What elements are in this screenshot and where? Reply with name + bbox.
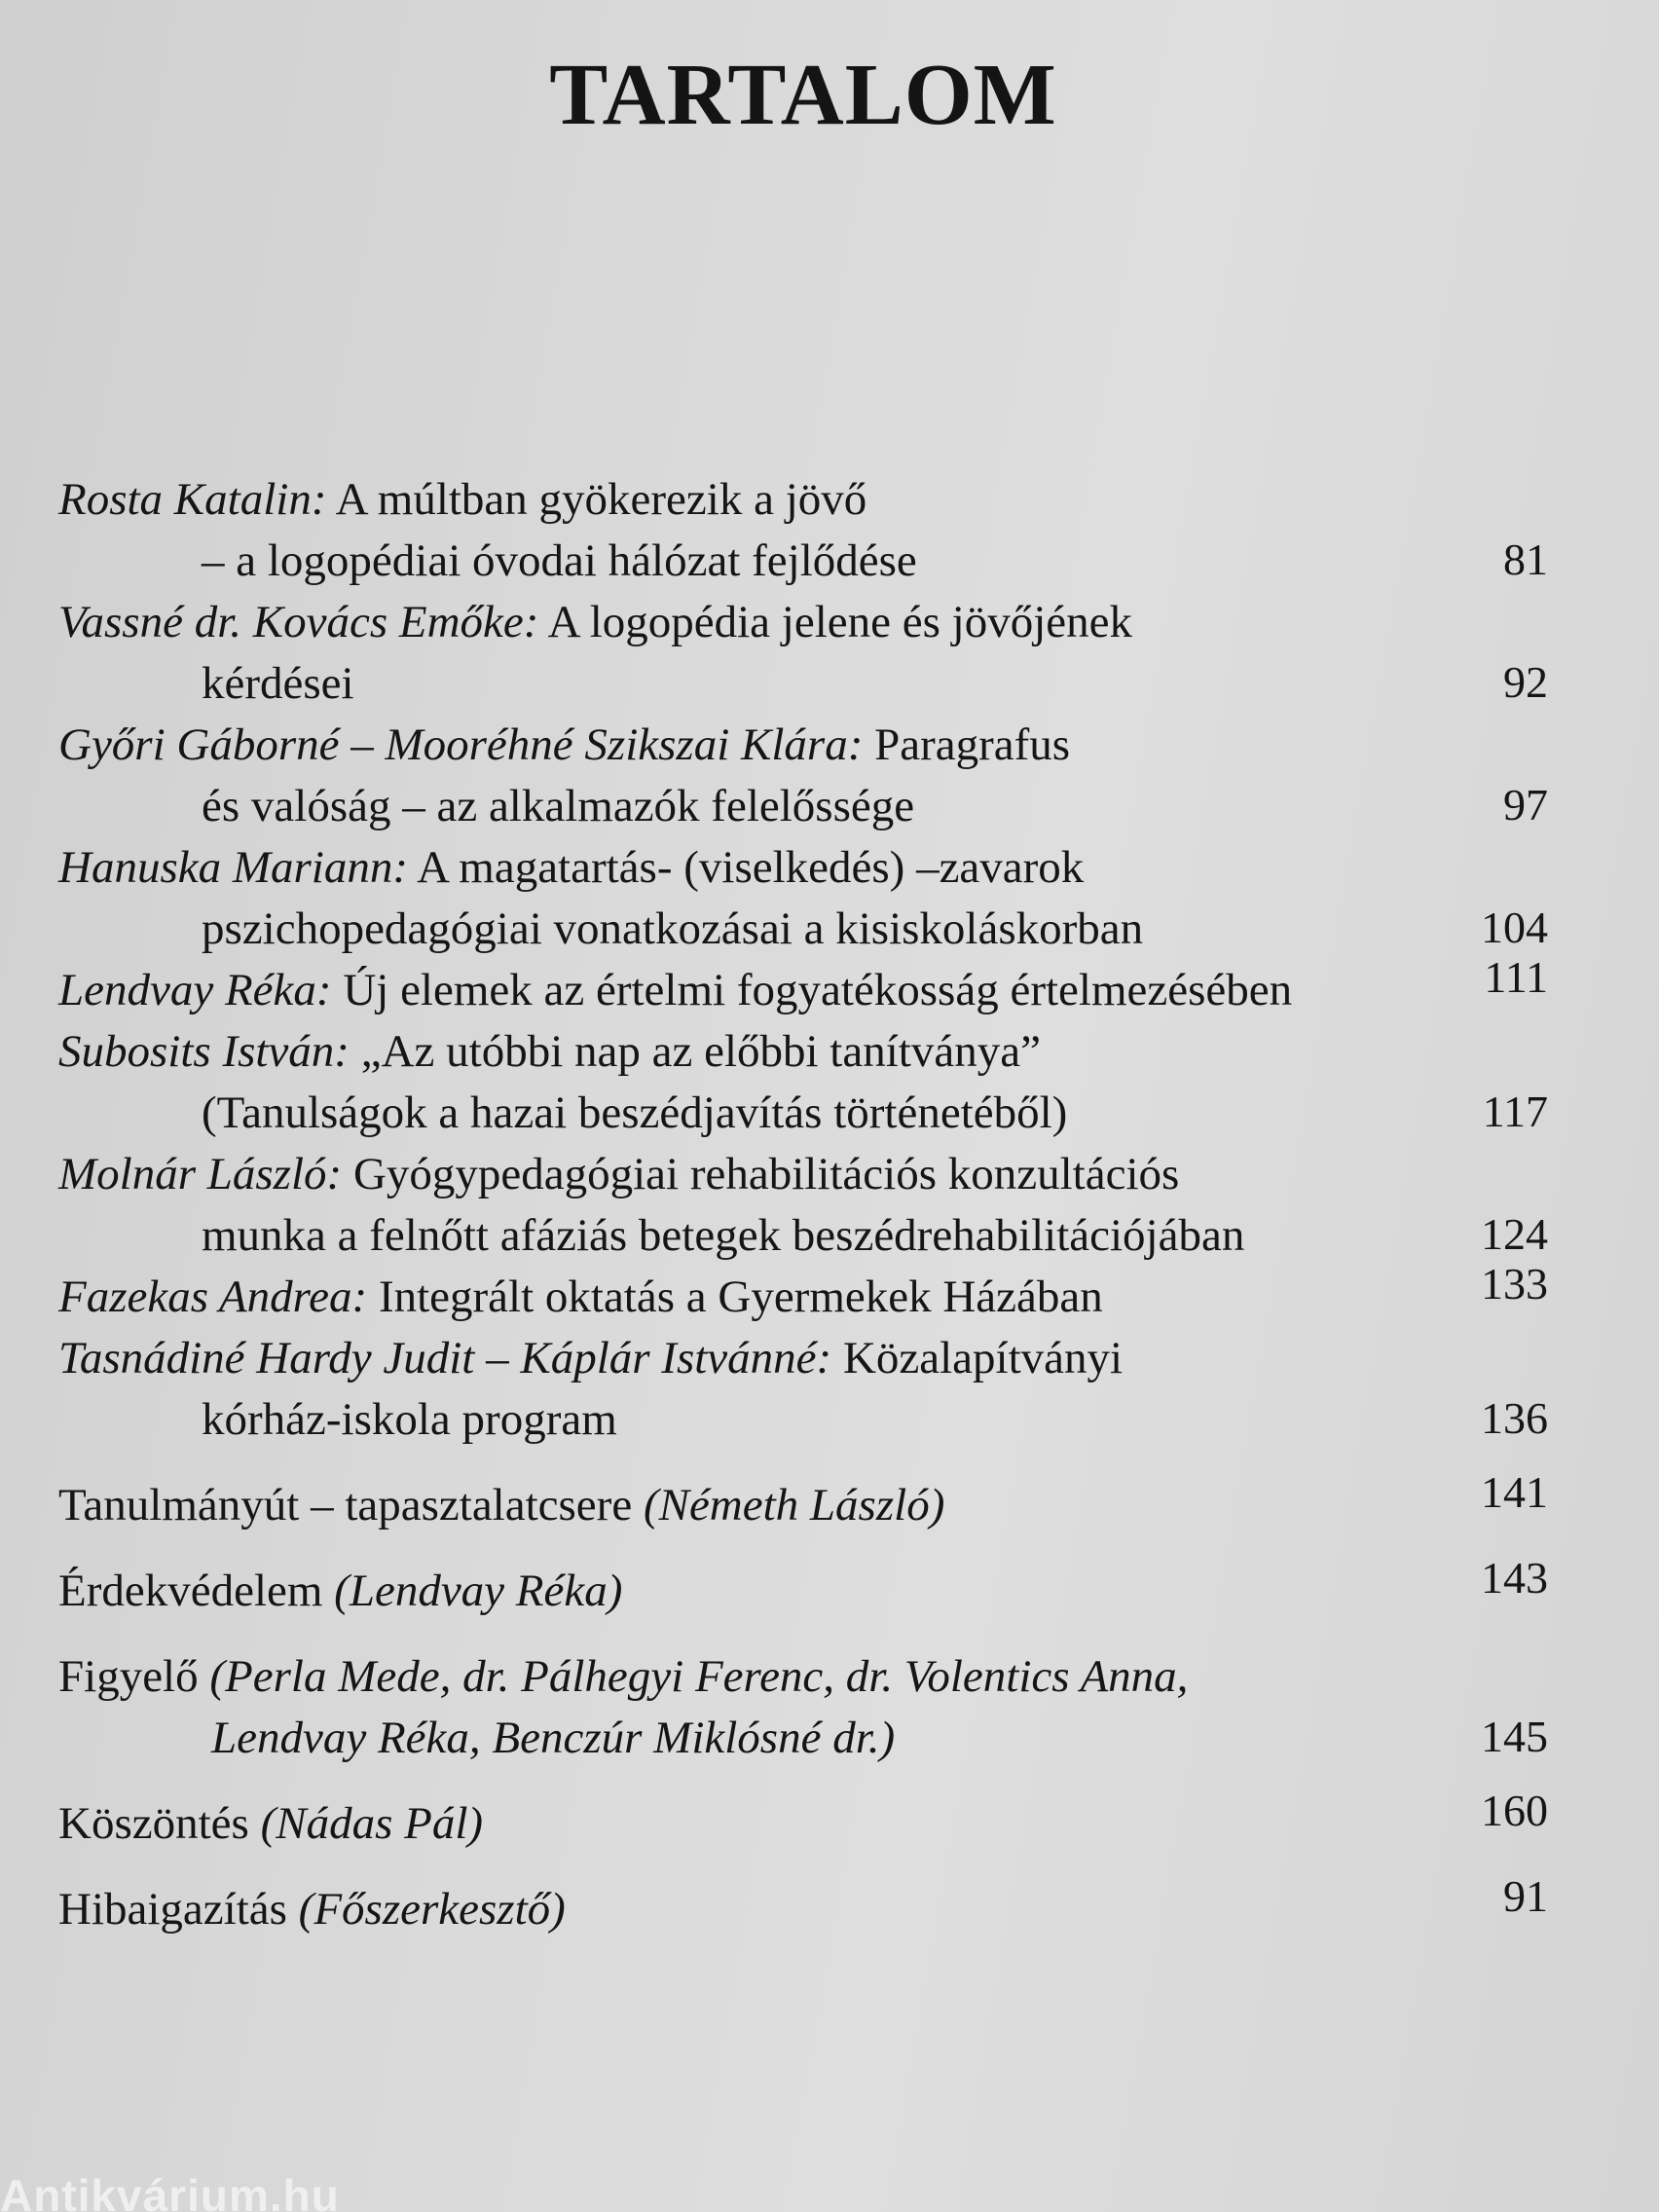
- entry-author: Lendvay Réka:: [58, 965, 332, 1015]
- entry-title: Integrált oktatás a Gyermekek Házában: [378, 1272, 1103, 1322]
- watermark: Antikvárium.hu: [0, 2170, 340, 2212]
- section-credit: (Főszerkesztő): [298, 1884, 566, 1935]
- entry-title-continuation: kérdései: [202, 658, 354, 709]
- section-label: Köszöntés: [58, 1798, 249, 1849]
- toc-entry: [58, 715, 1577, 837]
- section-credit-continuation: Lendvay Réka, Benczúr Miklósné dr.): [211, 1713, 896, 1763]
- section-page-number: 91: [1503, 1871, 1548, 1921]
- entry-title-continuation: pszichopedagógiai vonatkozásai a kisiskoláskorban: [202, 903, 1144, 954]
- entry-title-continuation: munka a felnőtt afáziás betegek beszédrehabilitációjában: [202, 1210, 1245, 1261]
- entry-title: Paragrafus: [874, 719, 1071, 770]
- toc-entry: [58, 469, 1577, 592]
- entry-author: Subosits István:: [58, 1026, 350, 1077]
- entry-title-continuation: és valóság – az alkalmazók felelőssége: [202, 781, 915, 831]
- toc-entry: [58, 1144, 1577, 1267]
- entry-page-number: 133: [1481, 1259, 1548, 1309]
- entry-author: Vassné dr. Kovács Emőke:: [58, 597, 539, 647]
- entry-title: Új elemek az értelmi fogyatékosság értelmezésében: [343, 965, 1293, 1015]
- section-credit: (Lendvay Réka): [334, 1566, 623, 1616]
- section-label: Hibaigazítás: [58, 1884, 287, 1935]
- section-page-number: 145: [1481, 1712, 1548, 1761]
- toc-section: [58, 1553, 1577, 1622]
- entry-title: A logopédia jelene és jövőjének: [547, 597, 1132, 647]
- section-credit: (Nádas Pál): [260, 1798, 484, 1849]
- entry-title-continuation: – a logopédiai óvodai hálózat fejlődése: [202, 535, 917, 586]
- entry-page-number: 117: [1482, 1087, 1548, 1136]
- entry-page-number: 92: [1503, 657, 1548, 707]
- entry-title-continuation: (Tanulságok a hazai beszédjavítás történetéből): [202, 1088, 1068, 1138]
- toc-section: [58, 1646, 1577, 1769]
- table-of-contents: [58, 469, 1577, 1940]
- entry-page-number: 81: [1503, 535, 1548, 584]
- entry-author: Rosta Katalin:: [58, 474, 327, 525]
- entry-author: Tasnádiné Hardy Judit – Káplár Istvánné:: [58, 1333, 832, 1383]
- section-credit: (Perla Mede, dr. Pálhegyi Ferenc, dr. Volentics Anna,: [209, 1651, 1189, 1702]
- toc-entry: [58, 1328, 1577, 1451]
- toc-entry: [58, 837, 1577, 960]
- section-credit: (Németh László): [643, 1480, 945, 1530]
- section-page-number: 141: [1481, 1467, 1548, 1517]
- entry-title: „Az utóbbi nap az előbbi tanítványa”: [360, 1026, 1041, 1077]
- section-label: Figyelő: [58, 1651, 199, 1702]
- section-page-number: 143: [1481, 1553, 1548, 1603]
- toc-entry: [58, 1259, 1577, 1328]
- entry-title: A múltban gyökerezik a jövő: [335, 474, 867, 525]
- section-label: Érdekvédelem: [58, 1566, 323, 1616]
- section-page-number: 160: [1481, 1786, 1548, 1835]
- toc-entry: [58, 1021, 1577, 1144]
- toc-section: [58, 1871, 1577, 1940]
- toc-section: [58, 1786, 1577, 1855]
- entry-author: Fazekas Andrea:: [58, 1272, 368, 1322]
- entry-author: Hanuska Mariann:: [58, 842, 408, 893]
- entry-title: Közalapítványi: [842, 1333, 1124, 1383]
- entry-page-number: 104: [1481, 903, 1548, 952]
- toc-section: [58, 1467, 1577, 1536]
- section-label: Tanulmányút – tapasztalatcsere: [58, 1480, 633, 1530]
- entry-title: Gyógypedagógiai rehabilitációs konzultációs: [352, 1149, 1180, 1199]
- entry-title: A magatartás- (viselkedés) –zavarok: [417, 842, 1085, 893]
- toc-entry: [58, 952, 1577, 1021]
- toc-entry: [58, 592, 1577, 715]
- entry-page-number: 97: [1503, 780, 1548, 830]
- entry-author: Molnár László:: [58, 1149, 343, 1199]
- entry-page-number: 136: [1481, 1393, 1548, 1443]
- entry-page-number: 111: [1484, 952, 1548, 1002]
- entry-title-continuation: kórház-iskola program: [202, 1394, 617, 1445]
- entry-page-number: 124: [1481, 1209, 1548, 1259]
- page-title: TARTALOM: [549, 47, 1057, 143]
- entry-author: Győri Gáborné – Mooréhné Szikszai Klára:: [58, 719, 864, 770]
